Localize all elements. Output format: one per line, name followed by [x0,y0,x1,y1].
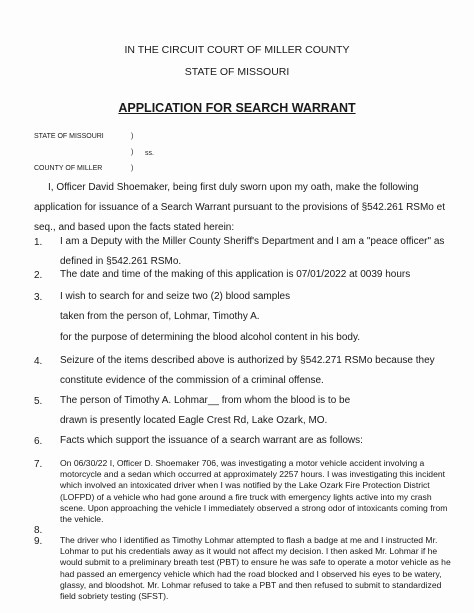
caption-county-label: COUNTY OF MILLER [34,165,103,172]
item-text: I wish to search for and seize two (2) blood samples taken from the person of, Lohmar, Timothy A. [60,291,291,322]
item-number: 7. [34,459,43,470]
item-text-continued: for the purpose of determining the blood alcohol content in his body. [60,332,361,343]
item-number: 9. [34,536,43,547]
court-state: STATE OF MISSOURI [184,66,290,78]
item-text: On 06/30/22 I, Officer D. Shoemaker 706, was investigating a motor vehicle accident involving a motorcycle and a sedan which occurred at approximately 2257 hours. I was investigating this incident which involved an intoxicated driver when I was notified by the Lake Ozark Fire Protection District (LOFPD) of a vehicle who had gone around a fire truck with emergency lights active into my crash scene. Upon approaching the vehicle I immediately observed a strong odor of intoxicants coming from the vehicle. [60,458,448,525]
item-number: 8. [34,525,43,536]
item-text: The driver who I identified as Timothy Lohmar attempted to flash a badge at me and I instructed Mr. Lohmar to put his credentials away as it would not affect my decision. I then asked Mr. Lohmar if he would submit to a preliminary breath test (PBT) to ensure he was safe to operate a motor vehicle as he had passed an emergency vehicle which had the road blocked and I observed his eyes to be watery, glassy, and bloodshot. Mr. Lohmar refused to take a PBT and then refused to submit to standardized field sobriety testing (SFST). [60,535,451,602]
item-number: 5. [34,396,43,407]
item-number: 4. [34,356,43,367]
item-number: 2. [34,270,43,281]
caption-state-label: STATE OF MISSOURI [34,133,104,140]
item-number: 3. [34,292,43,303]
caption-ss-bracket: ) [131,149,134,156]
intro-paragraph: I, Officer David Shoemaker, being first duly sworn upon my oath, make the following application for issuance of a Search Warrant pursuant to the provisions of §542.261 RSMo et seq., and based upon the facts stated herein: [34,182,445,233]
caption-county-bracket: ) [131,165,134,172]
item-text: The person of Timothy A. Lohmar__ from whom the blood is to be drawn is presently located Eagle Crest Rd, Lake Ozark, MO. [60,395,351,426]
caption-state-bracket: ) [131,133,134,140]
item-text: Facts which support the issuance of a search warrant are as follows: [60,435,363,446]
court-name: IN THE CIRCUIT COURT OF MILLER COUNTY [124,44,350,56]
document-title: APPLICATION FOR SEARCH WARRANT [118,101,356,115]
item-number: 1. [34,237,43,248]
caption-ss: ss. [145,150,154,157]
item-text: I am a Deputy with the Miller County Sheriff's Department and I am a "peace officer" as defined in §542.261 RSMo. [60,236,445,267]
item-number: 6. [34,436,43,447]
item-text: Seizure of the items described above is authorized by §542.271 RSMo because they constitute evidence of the commission of a criminal offense. [60,355,435,386]
item-text: The date and time of the making of this application is 07/01/2022 at 0039 hours [60,269,411,280]
